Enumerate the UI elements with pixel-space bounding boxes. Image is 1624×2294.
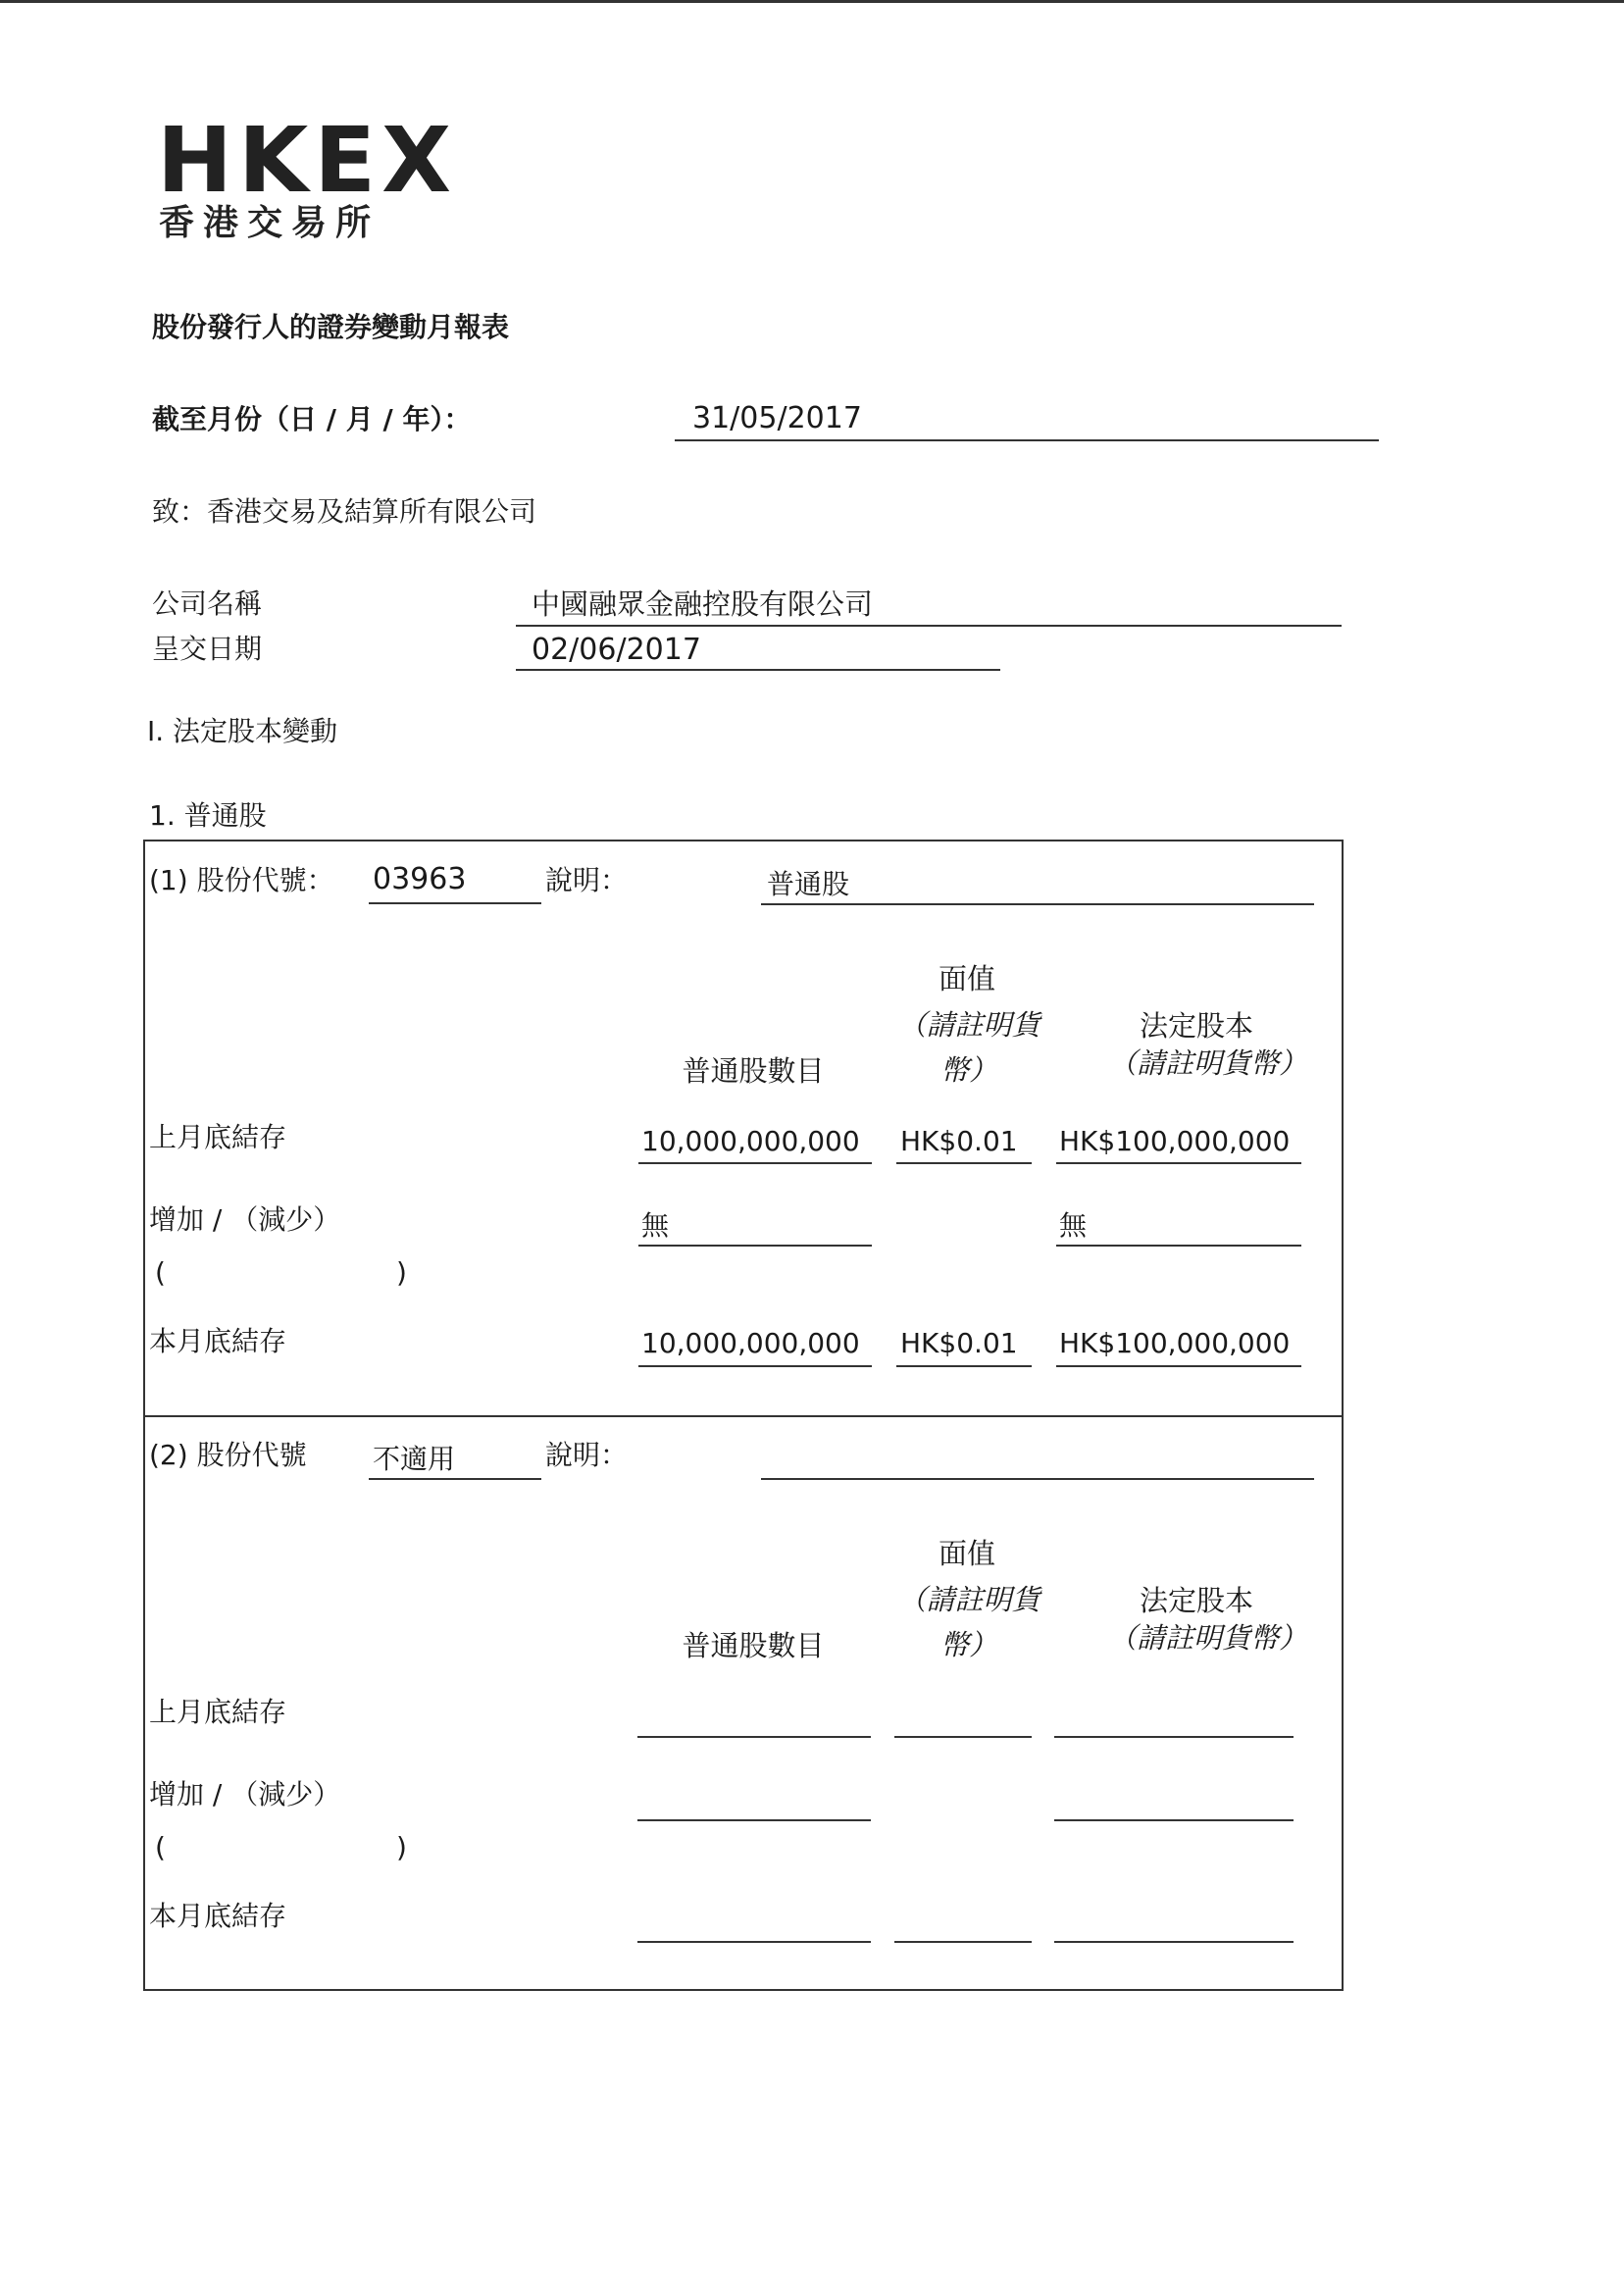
block1-header-par-note-line1: （請註明貨	[897, 1008, 1040, 1042]
block1-opening-capital: HK$100,000,000	[1059, 1125, 1291, 1157]
block1-change-label: 增加 / （減少）	[149, 1203, 341, 1236]
block1-header-par-value: 面值	[938, 962, 995, 995]
submission-date-value: 02/06/2017	[532, 633, 701, 667]
period-underline	[675, 439, 1379, 441]
block1-code-label: (1) 股份代號：	[149, 864, 334, 896]
block2-code-value: 不適用	[373, 1443, 456, 1475]
block1-opening-par: HK$0.01	[900, 1125, 1018, 1157]
block2-header-par-note-line1: （請註明貨	[897, 1583, 1040, 1616]
company-name-underline	[516, 625, 1342, 627]
submission-date-label: 呈交日期	[152, 633, 263, 665]
block2-header-par-note	[890, 1577, 1047, 1668]
form-title: 股份發行人的證券變動月報表	[152, 311, 510, 343]
block1-desc-underline	[761, 903, 1314, 905]
company-name-label: 公司名稱	[152, 587, 263, 620]
block1-header-auth-capital-note: （請註明貨幣）	[1108, 1046, 1308, 1080]
block1-change-shares: 無	[641, 1209, 670, 1242]
block2-header-par-value: 面值	[938, 1537, 995, 1570]
block1-closing-capital: HK$100,000,000	[1059, 1327, 1291, 1359]
addressee: 致：香港交易及結算所有限公司	[152, 495, 537, 528]
block1-closing-par: HK$0.01	[900, 1327, 1018, 1359]
block2-closing-par-underline	[894, 1941, 1032, 1943]
block1-opening-shares-underline	[638, 1162, 872, 1164]
block2-code-underline	[369, 1478, 541, 1480]
block1-closing-par-underline	[896, 1365, 1032, 1367]
block2-header-auth-capital: 法定股本	[1139, 1584, 1253, 1617]
block1-desc-label: 說明：	[545, 864, 629, 896]
block1-closing-shares-underline	[638, 1365, 872, 1367]
block1-code-underline	[369, 902, 541, 904]
block2-opening-capital-underline	[1054, 1736, 1294, 1738]
block1-header-par-note-line2: 幣）	[939, 1053, 997, 1088]
company-name-value: 中國融眾金融控股有限公司	[532, 587, 874, 621]
block2-desc-label: 說明：	[545, 1439, 629, 1471]
block2-closing-label: 本月底結存	[149, 1900, 287, 1932]
table-block-divider	[143, 1415, 1344, 1417]
block2-closing-capital-underline	[1054, 1941, 1294, 1943]
block1-opening-label: 上月底結存	[149, 1121, 287, 1153]
block1-opening-shares: 10,000,000,000	[641, 1125, 860, 1157]
block1-opening-par-underline	[896, 1162, 1032, 1164]
submission-date-underline	[516, 669, 1000, 671]
block2-opening-label: 上月底結存	[149, 1696, 287, 1728]
block2-desc-underline	[761, 1478, 1314, 1480]
block1-change-shares-underline	[638, 1245, 872, 1247]
block1-header-shares: 普通股數目	[682, 1054, 825, 1088]
hkex-logo-chinese: 香港交易所	[159, 203, 381, 243]
block1-closing-capital-underline	[1056, 1365, 1301, 1367]
block2-change-label: 增加 / （減少）	[149, 1778, 341, 1810]
page-top-border	[0, 0, 1624, 3]
block1-change-paren-close: )	[396, 1256, 407, 1289]
block2-change-capital-underline	[1054, 1819, 1294, 1821]
block2-opening-shares-underline	[637, 1736, 871, 1738]
section-title: I. 法定股本變動	[147, 715, 338, 747]
block1-closing-shares: 10,000,000,000	[641, 1327, 860, 1359]
block2-header-shares: 普通股數目	[682, 1629, 825, 1662]
block1-change-capital-underline	[1056, 1245, 1301, 1247]
block2-code-label: (2) 股份代號	[149, 1439, 307, 1471]
block1-header-par-note	[890, 1002, 1047, 1094]
block2-change-paren-open: (	[155, 1831, 166, 1863]
block1-header-auth-capital: 法定股本	[1139, 1009, 1253, 1043]
hkex-logo: HKEX	[157, 108, 458, 213]
block2-header-auth-capital-note: （請註明貨幣）	[1108, 1621, 1308, 1655]
block1-change-paren-open: (	[155, 1256, 166, 1289]
period-value: 31/05/2017	[692, 401, 862, 435]
block1-opening-capital-underline	[1056, 1162, 1301, 1164]
block1-code-value: 03963	[373, 862, 467, 896]
block2-header-par-note-line2: 幣）	[939, 1628, 997, 1662]
block1-closing-label: 本月底結存	[149, 1325, 287, 1357]
block2-change-paren-close: )	[396, 1831, 407, 1863]
block1-desc-value: 普通股	[767, 868, 850, 900]
block2-change-shares-underline	[637, 1819, 871, 1821]
block2-closing-shares-underline	[637, 1941, 871, 1943]
block1-change-capital: 無	[1059, 1209, 1088, 1242]
period-label: 截至月份（日 / 月 / 年）：	[152, 403, 472, 435]
section-subtitle: 1. 普通股	[149, 799, 267, 832]
block2-opening-par-underline	[894, 1736, 1032, 1738]
